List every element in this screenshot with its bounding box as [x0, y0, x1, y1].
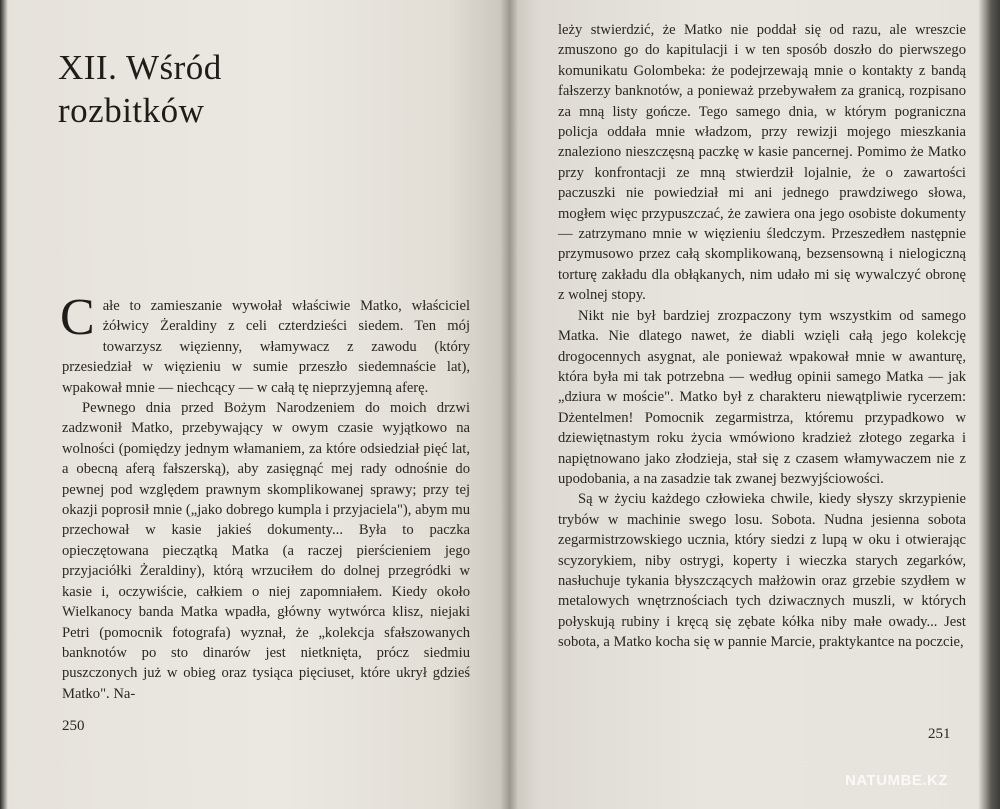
- chapter-title-line-1: XII. Wśród: [58, 48, 222, 87]
- book-gutter: [500, 0, 518, 809]
- paragraph: leży stwierdzić, że Matko nie poddał się od razu, ale wreszcie zmuszono go do kapitulacji i w ten sposób doszło do pierwszego komunikatu Golombeka: że podejrzewają mnie o kontakty z bandą fałszerzy banknotów, a ponieważ przebywałem za granicą, rozpisano za mną listy gończe. Tego samego dnia, w którym pograniczna policja oddała mnie władzom, przy rewizji mojego mieszkania znaleziono nieszczęsną paczkę w kasie pancernej. Pomimo że Matko przy konfrontacji ze mną stwierdził lojalnie, że o zawartości paczuszki nie powiedział mi ani jednego prawdziwego słowa, mogłem więc przypuszczać, że zawiera ona jego osobiste dokumenty — zatrzymano mnie w więzieniu śledczym. Przeszedłem następnie przymusowo przez całą skomplikowaną, bezsensowną i nielogiczną torturę zakładu dla obłąkanych, nim udało mi się wywalczyć obronę z wolnej stopy.: [558, 22, 966, 304]
- right-page: [508, 0, 1000, 809]
- paragraph: [60, 289, 470, 398]
- paragraph: Nikt nie był bardziej zrozpaczony tym wszystkim od samego Matka. Nie dlatego nawet, że diabli wzięli całą jego kolekcję drogocennych asygnat, ale ponieważ wpakował mnie w awanturę, która była mi tak potrzebna — według opinii samego Matka — jak „dziura w moście". Matko był z charakteru niewątpliwie rycerzem: Dżentelmen! Pomocnik zegarmistrza, któremu przypadkowo w dziewiętnastym roku życia wmówiono kradzież złotego zegarka i napiętnowano jako złodzieja, stał się z czasem włamywaczem nie z upodobania, a na zasadzie tak zwanej bezwyjściowości.: [558, 307, 966, 487]
- chapter-title: [58, 46, 458, 132]
- left-text-column: [60, 289, 470, 704]
- right-book-edge: [978, 0, 1000, 809]
- right-text-column: [558, 20, 966, 653]
- paragraph-text: ałe to zamieszanie wywołał właściwie Matko, właściciel żółwicy Żeraldiny z celi czterdzieści siedem. Ten mój towarzysz więzienny, włamywacz z zawodu (który przesiedział w więzieniu w sumie przeszło siedemnaście lat), wpakował mnie — niechcący — w całą tę nieprzyjemną aferę.: [62, 298, 470, 396]
- page-number-left: 250: [62, 718, 85, 734]
- left-book-edge: [0, 0, 8, 809]
- paragraph: Są w życiu każdego człowieka chwile, kiedy słyszy skrzypienie trybów w machinie swego losu. Sobota. Nudna jesienna sobota zegarmistrzowskiego ucznia, który siedzi z lupą w oku i otwierając scyzorykiem, niby ostrygi, koperty i wieczka starych zegarków, nasłuchuje tykania błyszczących małżowin oraz grzebie szydłem w metalowych wnętrznościach tych dziwacznych muszli, w których połyskują rubiny i kręcą się zębate kółka niby małe owady... Jest sobota, a Matko kocha się w pannie Marcie, praktykantce na poczcie,: [558, 491, 966, 651]
- paragraph: Pewnego dnia przed Bożym Narodzeniem do moich drzwi zadzwonił Matko, przebywający w owym czasie wyjątkowo na wolności (pomiędzy jednym włamaniem, za które odsiedział pięć lat, a obecną aferą fałszerską), aby zasięgnąć mej rady odnośnie do pewnej pod względem prawnym skomplikowanej sprawy; przy tej okazji poprosił mnie („jako dobrego kumpla i przyjaciela"), abym mu przechował w kasie jakieś dokumenty... Była to paczka opieczętowana pieczątką Matka (a raczej pierścieniem jego przyjaciółki Żeraldiny), którą wrzuciłem do dolnej przegródki w kasie i, oczywiście, całkiem o niej zapomniałem. Kiedy około Wielkanocy banda Matka wpadła, główny wytwórca klisz, niejaki Petri (pomocnik fotografa) wyznał, że „kolekcja sfałszowanych banknotów po sto dinarów jest nietknięta, prócz siedmiu puszczonych już w obieg oraz tysiąca pięciuset, które ukrył gdzieś Matko". Na-: [62, 400, 470, 702]
- page-number-right: 251: [928, 726, 951, 742]
- watermark-logo: NATUMBE.KZ: [845, 772, 949, 789]
- chapter-title-line-2: rozbitków: [58, 91, 205, 130]
- drop-cap: C: [60, 289, 95, 346]
